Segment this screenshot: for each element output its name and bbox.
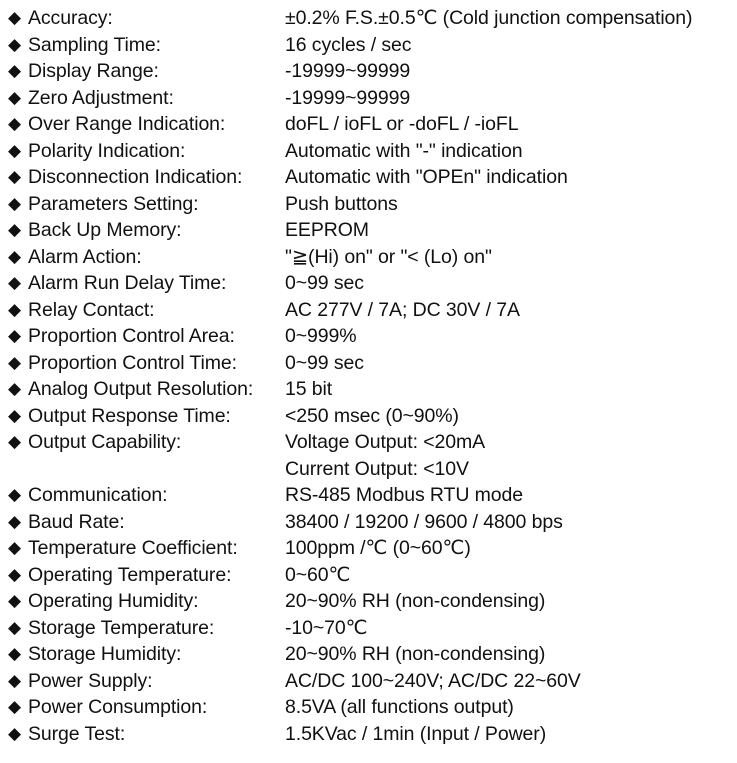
spec-value: doFL / ioFL or -doFL / -ioFL (285, 113, 519, 135)
spec-label: Alarm Action: (28, 245, 142, 268)
diamond-bullet-icon: ◆ (8, 591, 22, 610)
spec-value: 16 cycles / sec (285, 33, 412, 56)
diamond-bullet-icon: ◆ (8, 432, 22, 451)
spec-label: Temperature Coefficient: (28, 537, 238, 559)
spec-value: 20~90% RH (non-condensing) (285, 590, 546, 612)
spec-row-zero-adjustment (8, 85, 733, 112)
diamond-bullet-icon: ◆ (8, 670, 22, 690)
spec-row-storage-temperature (8, 615, 733, 642)
spec-value: 0~60℃ (285, 563, 351, 586)
spec-row-power-supply (8, 668, 733, 695)
diamond-bullet-icon: ◆ (8, 617, 22, 637)
spec-value: -10~70℃ (285, 616, 368, 639)
spec-label: Sampling Time: (28, 33, 161, 56)
spec-label: Power Supply: (28, 669, 153, 692)
diamond-bullet-icon: ◆ (8, 352, 22, 372)
spec-label: Analog Output Resolution: (28, 378, 254, 400)
diamond-bullet-icon: ◆ (8, 723, 22, 743)
spec-label: Surge Test: (28, 722, 126, 745)
spec-label: Output Response Time: (28, 404, 231, 427)
spec-row-parameters-setting (8, 191, 733, 218)
spec-row-output-capability (8, 429, 733, 456)
diamond-bullet-icon: ◆ (8, 538, 22, 557)
spec-row-proportion-control-area (8, 323, 733, 350)
spec-label: Alarm Run Delay Time: (28, 272, 227, 294)
spec-row-output-response-time (8, 403, 733, 430)
spec-value: ±0.2% F.S.±0.5℃ (Cold junction compensation) (285, 7, 693, 29)
spec-row-proportion-control-time (8, 350, 733, 377)
spec-label: Parameters Setting: (28, 192, 199, 215)
spec-label: Accuracy: (28, 7, 113, 29)
diamond-bullet-icon: ◆ (8, 564, 22, 584)
spec-row-relay-contact (8, 297, 733, 324)
diamond-bullet-icon: ◆ (8, 644, 22, 663)
spec-value: <250 msec (0~90%) (285, 404, 459, 427)
spec-value: 8.5VA (all functions output) (285, 696, 514, 718)
spec-row-surge-test (8, 721, 733, 748)
spec-label: Storage Humidity: (28, 643, 182, 665)
spec-label: Operating Temperature: (28, 563, 232, 586)
diamond-bullet-icon: ◆ (8, 87, 22, 107)
diamond-bullet-icon: ◆ (8, 485, 22, 504)
spec-row-power-consumption (8, 694, 733, 721)
spec-value: "≧(Hi) on" or "< (Lo) on" (285, 245, 492, 268)
diamond-bullet-icon: ◆ (8, 114, 22, 133)
spec-value: 0~99 sec (285, 272, 364, 294)
spec-label: Storage Temperature: (28, 616, 215, 639)
spec-value: 0~999% (285, 325, 357, 347)
spec-label: Operating Humidity: (28, 590, 199, 612)
spec-value: Push buttons (285, 192, 398, 215)
spec-label: Display Range: (28, 60, 159, 82)
spec-value: Current Output: <10V (285, 457, 469, 480)
spec-row-alarm-action (8, 244, 733, 271)
spec-row-temperature-coefficient (8, 535, 733, 562)
spec-label: Disconnection Indication: (28, 166, 243, 188)
spec-value: RS-485 Modbus RTU mode (285, 484, 524, 506)
spec-label: Over Range Indication: (28, 113, 226, 135)
diamond-bullet-icon: ◆ (8, 61, 22, 80)
diamond-bullet-icon: ◆ (8, 405, 22, 425)
diamond-bullet-icon: ◆ (8, 34, 22, 54)
diamond-bullet-icon: ◆ (8, 326, 22, 345)
spec-label: Polarity Indication: (28, 139, 186, 162)
diamond-bullet-icon: ◆ (8, 246, 22, 266)
spec-value: 38400 / 19200 / 9600 / 4800 bps (285, 510, 563, 533)
spec-row-output-capability-continued (8, 456, 733, 483)
spec-label: Proportion Control Time: (28, 351, 237, 374)
spec-label: Proportion Control Area: (28, 325, 235, 347)
spec-value: 100ppm /℃ (0~60℃) (285, 537, 471, 559)
spec-label: Communication: (28, 484, 168, 506)
spec-row-communication (8, 482, 733, 509)
spec-label: Power Consumption: (28, 696, 208, 718)
spec-label: Output Capability: (28, 431, 182, 453)
spec-row-back-up-memory (8, 217, 733, 244)
spec-row-disconnection-indication (8, 164, 733, 191)
diamond-bullet-icon: ◆ (8, 193, 22, 213)
spec-value: -19999~99999 (285, 86, 411, 109)
spec-value: AC 277V / 7A; DC 30V / 7A (285, 298, 520, 321)
diamond-bullet-icon: ◆ (8, 167, 22, 186)
spec-value: EEPROM (285, 219, 369, 241)
spec-row-over-range-indication (8, 111, 733, 138)
spec-row-baud-rate (8, 509, 733, 536)
spec-row-display-range (8, 58, 733, 85)
spec-value: Voltage Output: <20mA (285, 431, 486, 453)
diamond-bullet-icon: ◆ (8, 511, 22, 531)
spec-label: Relay Contact: (28, 298, 155, 321)
diamond-bullet-icon: ◆ (8, 8, 22, 27)
spec-value: 15 bit (285, 378, 333, 400)
diamond-bullet-icon: ◆ (8, 697, 22, 716)
spec-row-operating-temperature (8, 562, 733, 589)
diamond-bullet-icon: ◆ (8, 379, 22, 398)
diamond-bullet-icon: ◆ (8, 299, 22, 319)
spec-label: Zero Adjustment: (28, 86, 174, 109)
diamond-bullet-icon: ◆ (8, 140, 22, 160)
spec-value: Automatic with "-" indication (285, 139, 523, 162)
diamond-bullet-icon: ◆ (8, 220, 22, 239)
spec-label: Baud Rate: (28, 510, 125, 533)
spec-row-polarity-indication (8, 138, 733, 165)
spec-row-sampling-time (8, 32, 733, 59)
spec-row-accuracy (8, 5, 733, 32)
spec-value: 20~90% RH (non-condensing) (285, 643, 546, 665)
spec-label: Back Up Memory: (28, 219, 182, 241)
spec-value: Automatic with "OPEn" indication (285, 166, 568, 188)
diamond-bullet-icon: ◆ (8, 273, 22, 292)
spec-row-storage-humidity (8, 641, 733, 668)
spec-list (8, 5, 733, 747)
spec-value: AC/DC 100~240V; AC/DC 22~60V (285, 669, 581, 692)
spec-value: 1.5KVac / 1min (Input / Power) (285, 722, 547, 745)
spec-value: 0~99 sec (285, 351, 364, 374)
spec-row-alarm-run-delay-time (8, 270, 733, 297)
spec-row-operating-humidity (8, 588, 733, 615)
spec-row-analog-output-resolution (8, 376, 733, 403)
spec-value: -19999~99999 (285, 60, 411, 82)
